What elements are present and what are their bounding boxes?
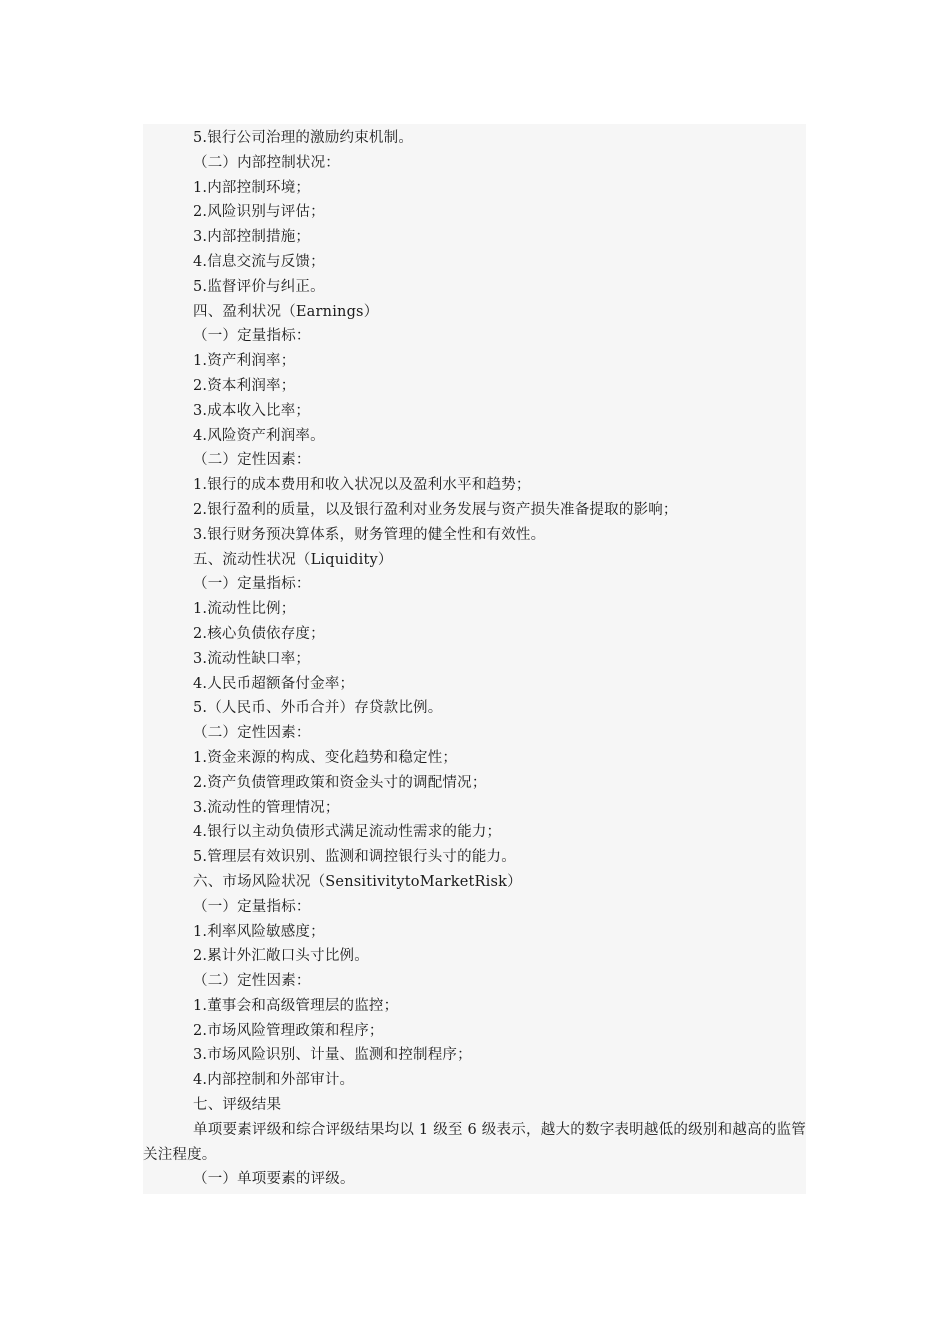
document-line: 5.（人民币、外币合并）存贷款比例。 xyxy=(193,700,443,717)
document-lines xyxy=(143,126,806,1118)
document-line: 5.监督评价与纠正。 xyxy=(193,278,325,295)
document-line: 1.资金来源的构成、变化趋势和稳定性； xyxy=(193,749,458,766)
document-line: （一）定量指标： xyxy=(193,576,311,593)
document-line: （二）定性因素： xyxy=(193,725,311,742)
document-line: 2.银行盈利的质量，以及银行盈利对业务发展与资产损失准备提取的影响； xyxy=(193,501,678,518)
document-line: （二）定性因素： xyxy=(193,973,311,990)
document-line: 七、评级结果 xyxy=(193,1097,282,1114)
rating-paragraph: 单项要素评级和综合评级结果均以 1 级至 6 级表示，越大的数字表明越低的级别和越高的监管关注程度。 xyxy=(143,1121,806,1163)
document-line: 四、盈利状况（Earnings） xyxy=(193,303,379,320)
document-line: 3.内部控制措施； xyxy=(193,229,311,246)
document-body xyxy=(143,124,806,1194)
document-line: 六、市场风险状况（SensitivitytoMarketRisk） xyxy=(193,873,522,890)
document-line: （一）定量指标： xyxy=(193,898,311,915)
document-line: 3.流动性缺口率； xyxy=(193,650,311,667)
document-line: 4.内部控制和外部审计。 xyxy=(193,1072,355,1089)
document-line: 3.成本收入比率； xyxy=(193,402,311,419)
document-line: 1.流动性比例； xyxy=(193,601,296,618)
document-line: 1.董事会和高级管理层的监控； xyxy=(193,997,399,1014)
document-line: 1.内部控制环境； xyxy=(193,179,311,196)
document-line: 3.市场风险识别、计量、监测和控制程序； xyxy=(193,1047,472,1064)
document-line: 4.信息交流与反馈； xyxy=(193,253,325,270)
document-line: 2.资产负债管理政策和资金头寸的调配情况； xyxy=(193,774,487,791)
document-line: （一）定量指标： xyxy=(193,328,311,345)
document-line: 4.人民币超额备付金率； xyxy=(193,675,355,692)
document-line: 2.市场风险管理政策和程序； xyxy=(193,1022,384,1039)
document-line: 3.银行财务预决算体系，财务管理的健全性和有效性。 xyxy=(193,526,546,543)
document-line: 2.核心负债依存度； xyxy=(193,625,325,642)
document-line: 五、流动性状况（Liquidity） xyxy=(193,551,393,568)
document-line: 2.累计外汇敞口头寸比例。 xyxy=(193,948,369,965)
document-last-line: （一）单项要素的评级。 xyxy=(193,1171,355,1188)
document-line: 3.流动性的管理情况； xyxy=(193,799,340,816)
document-line: （二）内部控制状况： xyxy=(193,154,340,171)
document-line: 1.利率风险敏感度； xyxy=(193,923,325,940)
document-line: 2.资本利润率； xyxy=(193,377,296,394)
document-line: 2.风险识别与评估； xyxy=(193,204,325,221)
document-line: （二）定性因素： xyxy=(193,452,311,469)
document-line: 5.管理层有效识别、监测和调控银行头寸的能力。 xyxy=(193,849,516,866)
document-line: 5.银行公司治理的激励约束机制。 xyxy=(193,130,414,146)
document-line: 1.资产利润率； xyxy=(193,353,296,370)
document-line: 4.银行以主动负债形式满足流动性需求的能力； xyxy=(193,824,502,841)
document-line: 4.风险资产利润率。 xyxy=(193,427,325,444)
document-line: 1.银行的成本费用和收入状况以及盈利水平和趋势； xyxy=(193,477,531,494)
